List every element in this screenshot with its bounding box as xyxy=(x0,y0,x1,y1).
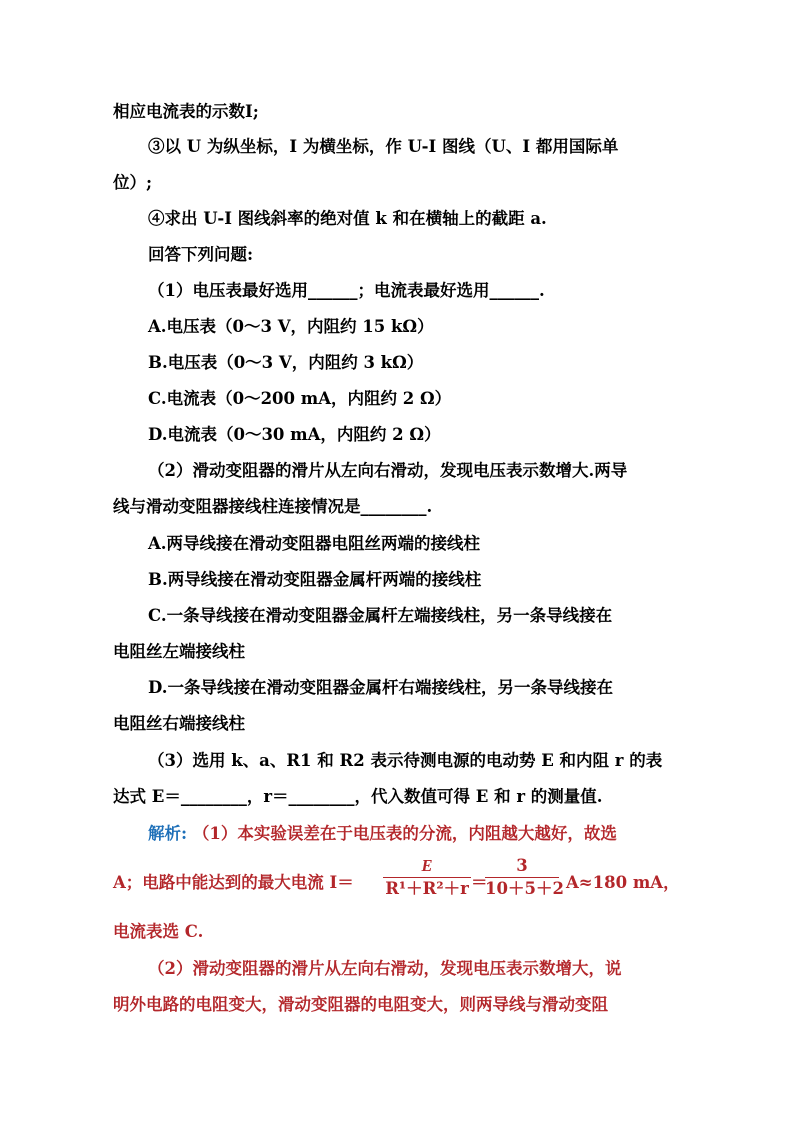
option-d-cont: 电阻丝右端接线柱 xyxy=(113,714,245,733)
text-line: ③以 U 为纵坐标，I 为横坐标，作 U-I 图线（U、I 都用国际单 xyxy=(148,137,619,156)
option-c: C.电流表（0～200 mA，内阻约 2 Ω） xyxy=(148,389,452,408)
option-d: D.电流表（0～30 mA，内阻约 2 Ω） xyxy=(148,425,441,444)
fraction-current-numeric xyxy=(485,856,564,899)
fraction-denominator: R¹＋R²＋r xyxy=(385,879,469,898)
option-a: A.电压表（0～3 V，内阻约 15 kΩ） xyxy=(148,317,434,336)
option-d: D.一条导线接在滑动变阻器金属杆右端接线柱，另一条导线接在 xyxy=(148,678,613,697)
solution-label: 解析: xyxy=(148,824,188,843)
question-2: （2）滑动变阻器的滑片从左向右滑动，发现电压表示数增大.两导 xyxy=(148,461,628,480)
text-line: 回答下列问题: xyxy=(148,245,254,264)
text-line: ④求出 U-I 图线斜率的绝对值 k 和在横轴上的截距 a. xyxy=(148,209,547,228)
solution-line-5: 明外电路的电阻变大，滑动变阻器的电阻变大，则两导线与滑动变阻 xyxy=(113,995,608,1014)
option-b: B.两导线接在滑动变阻器金属杆两端的接线柱 xyxy=(148,570,482,589)
fraction-current-formula xyxy=(383,856,471,899)
solution-line-1 xyxy=(148,823,617,845)
fraction-numerator: E xyxy=(421,856,433,875)
question-1: （1）电压表最好选用______；电流表最好选用______. xyxy=(148,281,545,300)
question-3: （3）选用 k、a、R1 和 R2 表示待测电源的电动势 E 和内阻 r 的表 xyxy=(148,751,663,770)
solution-line-4: （2）滑动变阻器的滑片从左向右滑动，发现电压表示数增大，说 xyxy=(148,959,622,978)
fraction-bar xyxy=(485,877,559,878)
text-line: 位）; xyxy=(113,173,153,192)
solution-line-2: A；电路中能达到的最大电流 I＝ xyxy=(113,873,354,892)
option-c: C.一条导线接在滑动变阻器金属杆左端接线柱，另一条导线接在 xyxy=(148,606,613,625)
fraction-denominator: 10＋5＋2 xyxy=(485,879,564,898)
text-line: 相应电流表的示数I; xyxy=(113,102,259,121)
option-b: B.电压表（0～3 V，内阻约 3 kΩ） xyxy=(148,353,424,372)
option-a: A.两导线接在滑动变阻器电阻丝两端的接线柱 xyxy=(148,534,481,553)
fraction-numerator: 3 xyxy=(516,856,528,875)
fraction-bar xyxy=(383,877,471,878)
option-c-cont: 电阻丝左端接线柱 xyxy=(113,642,245,661)
solution-text: （1）本实验误差在于电压表的分流，内阻越大越好，故选 xyxy=(192,824,617,843)
solution-result: A≈180 mA， xyxy=(566,873,680,892)
question-2-cont: 线与滑动变阻器接线柱连接情况是________. xyxy=(113,497,433,516)
question-3-cont: 达式 E＝________，r＝________，代入数值可得 E 和 r 的测量值. xyxy=(113,787,603,806)
solution-line-3: 电流表选 C. xyxy=(113,922,204,941)
equals-sign: ＝ xyxy=(471,873,488,892)
